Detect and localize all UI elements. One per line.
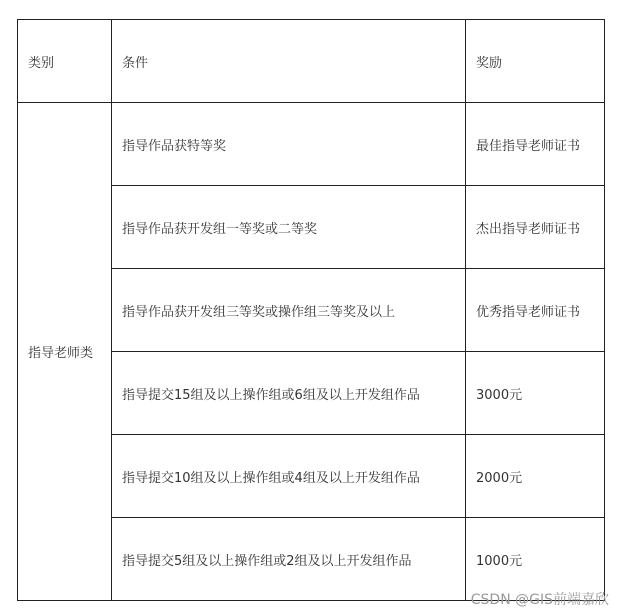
- header-reward: 奖励: [466, 20, 605, 103]
- header-condition: 条件: [112, 20, 466, 103]
- reward-table: [17, 19, 605, 601]
- reward-cell: 2000元: [466, 435, 605, 518]
- reward-cell: 杰出指导老师证书: [466, 186, 605, 269]
- reward-cell: 优秀指导老师证书: [466, 269, 605, 352]
- header-category: 类别: [18, 20, 112, 103]
- table-row: [18, 103, 605, 186]
- condition-cell: 指导提交15组及以上操作组或6组及以上开发组作品: [112, 352, 466, 435]
- watermark: CSDN @GIS前端嘉欣: [470, 592, 609, 608]
- reward-cell: 3000元: [466, 352, 605, 435]
- reward-cell: 1000元: [466, 518, 605, 601]
- condition-cell: 指导提交10组及以上操作组或4组及以上开发组作品: [112, 435, 466, 518]
- condition-cell: 指导提交5组及以上操作组或2组及以上开发组作品: [112, 518, 466, 601]
- table-header-row: [18, 20, 605, 103]
- condition-cell: 指导作品获开发组三等奖或操作组三等奖及以上: [112, 269, 466, 352]
- category-cell: 指导老师类: [18, 103, 112, 601]
- reward-cell: 最佳指导老师证书: [466, 103, 605, 186]
- condition-cell: 指导作品获特等奖: [112, 103, 466, 186]
- condition-cell: 指导作品获开发组一等奖或二等奖: [112, 186, 466, 269]
